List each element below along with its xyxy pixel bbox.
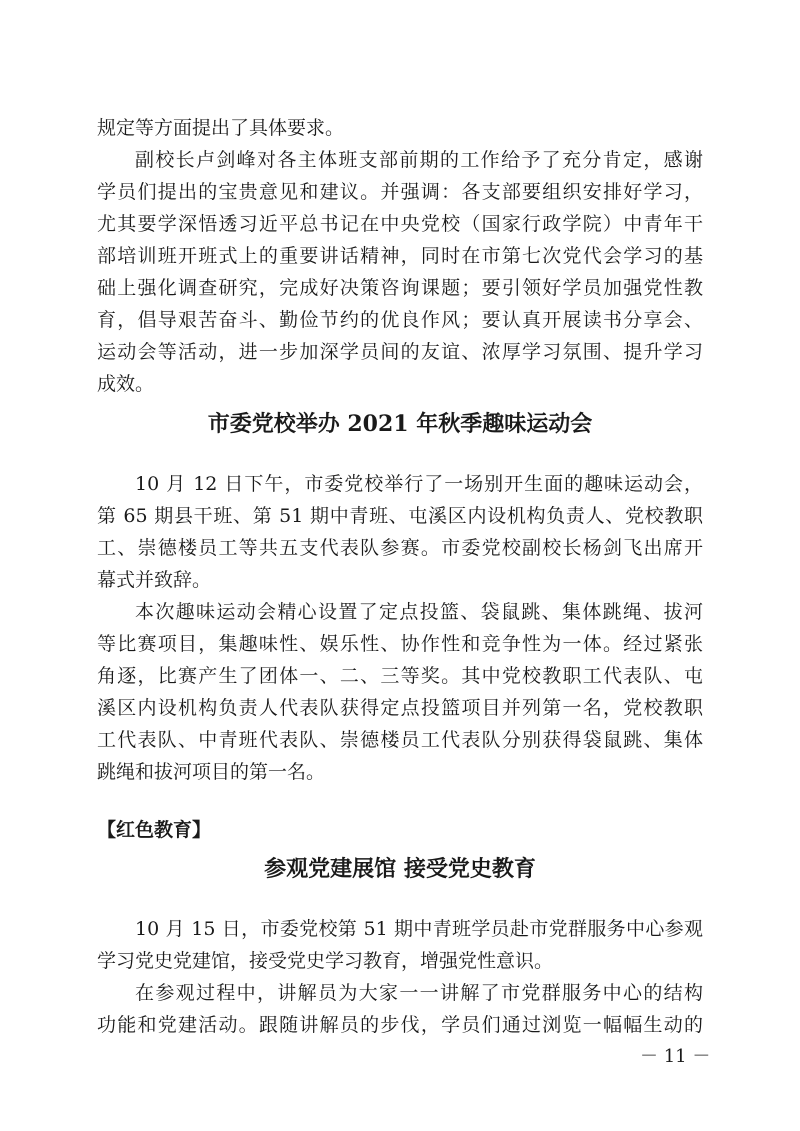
sports-p1-line-3: 工、崇德楼员工等共五支代表队参赛。市委党校副校长杨剑飞出席开	[97, 537, 703, 559]
visit-p2-line-1: 在参观过程中，讲解员为大家一一讲解了市党群服务中心的结构	[135, 982, 703, 1004]
sports-p2-line-4: 溪区内设机构负责人代表队获得定点投篮项目并列第一名，党校教职	[97, 697, 703, 719]
vice-principal-line-2: 学员们提出的宝贵意见和建议。并强调：各支部要组织安排好学习，	[97, 181, 703, 203]
intro-paragraph-end: 规定等方面提出了具体要求。	[97, 117, 345, 139]
sports-p2-line-5: 工代表队、中青班代表队、崇德楼员工代表队分别获得袋鼠跳、集体	[97, 729, 703, 751]
sports-p2-line-2: 等比赛项目，集趣味性、娱乐性、协作性和竞争性为一体。经过紧张	[97, 633, 703, 655]
sports-section-title: 市委党校举办 2021 年秋季趣味运动会	[207, 411, 593, 437]
vice-principal-line-8: 成效。	[97, 373, 155, 395]
sports-p1-line-2: 第 65 期县干班、第 51 期中青班、屯溪区内设机构负责人、党校教职	[97, 505, 703, 527]
sports-p2-line-3: 角逐，比赛产生了团体一、二、三等奖。其中党校教职工代表队、屯	[97, 665, 703, 687]
vice-principal-line-4: 部培训班开班式上的重要讲话精神，同时在市第七次党代会学习的基	[97, 245, 703, 267]
vice-principal-line-5: 础上强化调查研究，完成好决策咨询课题；要引领好学员加强党性教	[97, 277, 703, 299]
vice-principal-line-7: 运动会等活动，进一步加深学员间的友谊、浓厚学习氛围、提升学习	[97, 341, 703, 363]
visit-p1-line-1: 10 月 15 日，市委党校第 51 期中青班学员赴市党群服务中心参观	[135, 918, 703, 940]
vice-principal-line-3: 尤其要学深悟透习近平总书记在中央党校（国家行政学院）中青年干	[97, 213, 703, 235]
sports-p2-line-1: 本次趣味运动会精心设置了定点投篮、袋鼠跳、集体跳绳、拔河	[135, 601, 703, 623]
page-number: － 11 －	[640, 1046, 711, 1067]
visit-p2-line-2: 功能和党建活动。跟随讲解员的步伐，学员们通过浏览一幅幅生动的	[97, 1014, 703, 1036]
sports-p2-line-6: 跳绳和拔河项目的第一名。	[97, 761, 326, 783]
visit-section-title: 参观党建展馆 接受党史教育	[264, 856, 536, 882]
sports-p1-line-1: 10 月 12 日下午，市委党校举行了一场别开生面的趣味运动会，	[135, 473, 703, 495]
visit-p1-line-2: 学习党史党建馆，接受党史学习教育，增强党性意识。	[97, 950, 554, 972]
vice-principal-line-1: 副校长卢剑峰对各主体班支部前期的工作给予了充分肯定，感谢	[135, 149, 703, 171]
sports-p1-line-4: 幕式并致辞。	[97, 569, 212, 591]
red-education-tag: 【红色教育】	[97, 819, 212, 841]
vice-principal-line-6: 育，倡导艰苦奋斗、勤俭节约的优良作风；要认真开展读书分享会、	[97, 309, 703, 331]
